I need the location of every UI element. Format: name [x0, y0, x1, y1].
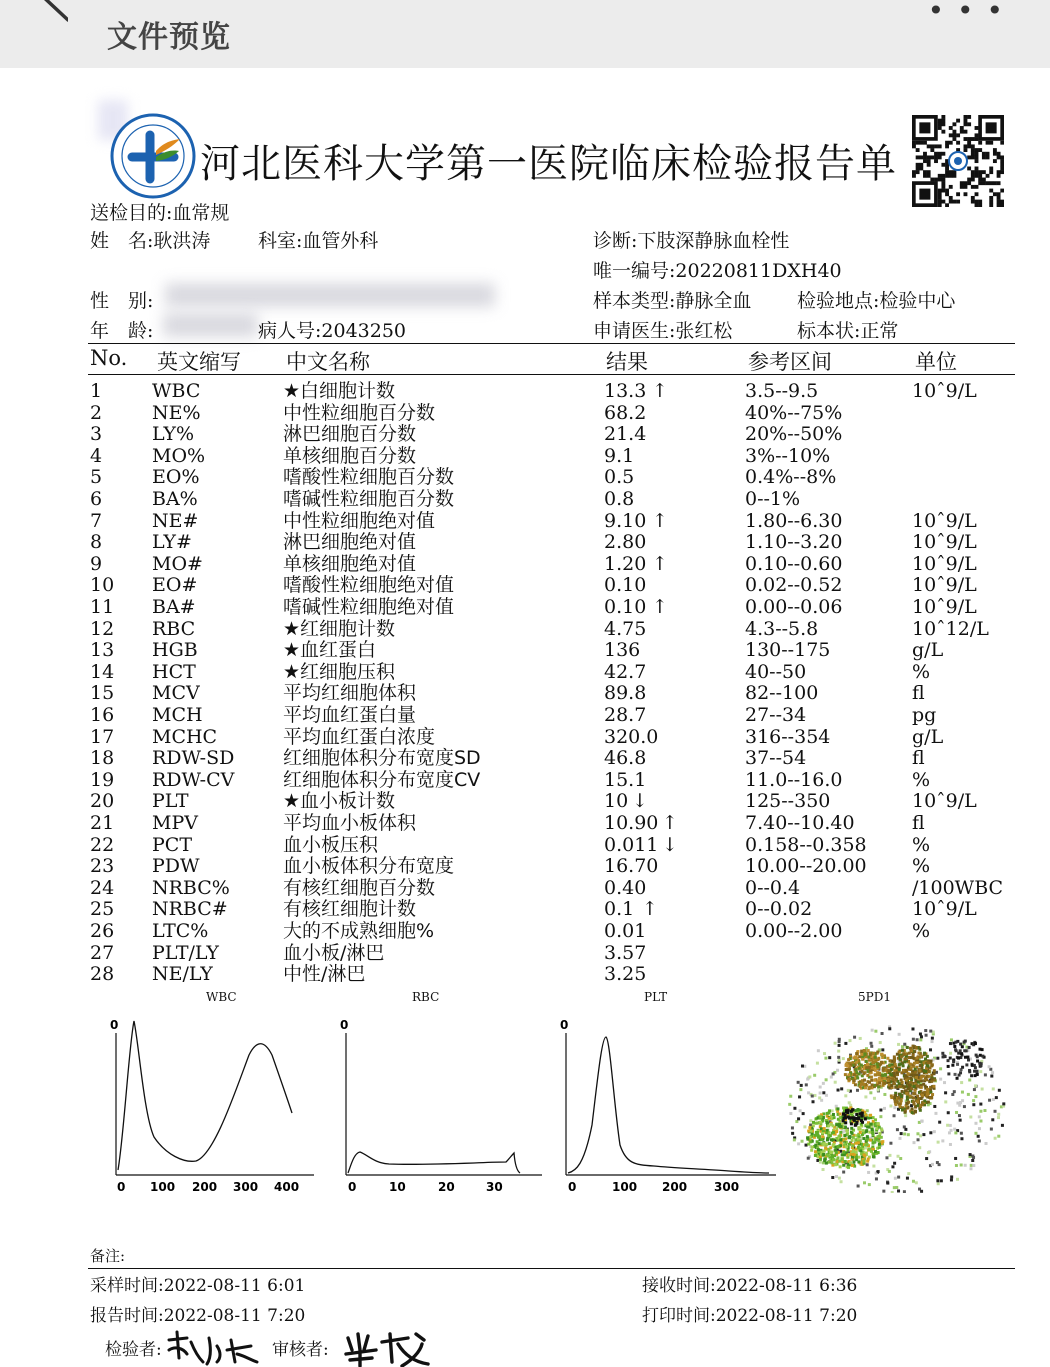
cell-no: 28: [90, 963, 115, 986]
cell-no: 4: [90, 444, 103, 467]
cell-result: 10.90: [604, 812, 659, 834]
cell-result: 42.7: [604, 660, 647, 683]
cell-range: 82--100: [745, 682, 819, 705]
cell-no: 8: [90, 531, 103, 554]
cell-unit: 10ˆ9/L: [912, 574, 977, 597]
requesting-doctor: 申请医生:张红松: [593, 320, 733, 342]
cell-name: 中性粒细胞百分数: [283, 401, 436, 424]
cell-no: 17: [90, 725, 115, 748]
cell-unit: %: [912, 768, 931, 791]
cell-abbr: NE#: [152, 509, 199, 532]
more-options-icon[interactable]: • • •: [927, 0, 1005, 27]
cell-no: 9: [90, 552, 103, 575]
cell-no: 23: [90, 855, 115, 878]
cell-unit: %: [912, 833, 931, 856]
y-tick-label: 0: [110, 1018, 119, 1032]
cell-no: 6: [90, 488, 103, 510]
redacted-blur: [163, 313, 258, 337]
cell-name: ★红细胞压积: [283, 660, 396, 683]
cell-range: 0.158--0.358: [745, 833, 867, 856]
x-tick-label: 100: [150, 1180, 176, 1194]
cell-result: 136: [604, 639, 641, 662]
cell-result: 28.7: [604, 704, 647, 726]
gender: 性 别:: [90, 290, 154, 312]
header-unit: 单位: [915, 350, 957, 374]
cell-unit: g/L: [912, 639, 944, 662]
cell-result: 1.20: [604, 552, 647, 575]
cell-range: 40%--75%: [745, 401, 843, 424]
wbc-graph-label: WBC: [206, 990, 237, 1004]
cell-name: 血小板压积: [283, 833, 379, 856]
x-tick-label: 0: [117, 1180, 126, 1194]
cell-range: 40--50: [745, 660, 807, 683]
5pd1-scatter-plot: [782, 1008, 1007, 1193]
qr-code[interactable]: [912, 115, 1004, 207]
purpose: 送检目的:血常规: [90, 202, 230, 224]
scatter-graph-label: 5PD1: [858, 990, 891, 1004]
cell-range: 10.00--20.00: [745, 855, 867, 878]
cell-unit: 10ˆ9/L: [912, 380, 977, 402]
cell-range: 11.0--16.0: [745, 768, 843, 791]
cell-result: 46.8: [604, 747, 647, 770]
cell-name: 有核红细胞计数: [283, 898, 417, 921]
cell-unit: fl: [912, 747, 925, 770]
wbc-histogram: [104, 1015, 319, 1195]
cell-result: 0.011: [604, 833, 659, 856]
cell-unit: 10ˆ9/L: [912, 790, 977, 813]
cell-result: 21.4: [604, 423, 647, 446]
cell-name: 大的不成熟细胞%: [283, 920, 435, 942]
cell-no: 12: [90, 617, 115, 640]
cell-abbr: PLT: [152, 790, 189, 813]
cell-name: ★白细胞计数: [283, 380, 396, 402]
x-tick-label: 200: [662, 1180, 688, 1194]
plt-graph-label: PLT: [644, 990, 668, 1004]
cell-abbr: PCT: [152, 833, 192, 856]
cell-range: 0.02--0.52: [745, 574, 843, 597]
header-result: 结果: [606, 350, 648, 374]
x-tick-label: 300: [714, 1180, 740, 1194]
cell-name: 平均血红蛋白量: [283, 704, 417, 726]
app-bar-title: 文件预览: [107, 20, 231, 55]
cell-name: ★红细胞计数: [283, 617, 396, 640]
cell-unit: 10ˆ9/L: [912, 552, 977, 575]
cell-range: 0.4%--8%: [745, 466, 837, 489]
cell-name: 单核细胞百分数: [283, 444, 417, 467]
specimen-state: 标本状:正常: [797, 320, 899, 342]
cell-abbr: NE%: [152, 401, 201, 424]
cell-unit: 10ˆ9/L: [912, 898, 977, 921]
cell-no: 10: [90, 574, 115, 597]
x-tick-label: 30: [486, 1180, 503, 1194]
age: 年 龄:: [90, 320, 154, 342]
cell-result: 9.1: [604, 444, 635, 467]
cell-unit: 10ˆ9/L: [912, 509, 977, 532]
back-arrow-icon[interactable]: [28, 0, 68, 22]
cell-no: 18: [90, 747, 115, 770]
cell-name: ★血红蛋白: [283, 639, 377, 662]
cell-unit: fl: [912, 682, 925, 705]
cell-result: 2.80: [604, 531, 647, 554]
cell-no: 16: [90, 704, 115, 726]
cell-result: 68.2: [604, 401, 647, 424]
cell-result: 0.8: [604, 488, 635, 510]
x-tick-label: 400: [274, 1180, 300, 1194]
receive-time: 接收时间:2022-08-11 6:36: [642, 1276, 858, 1296]
cell-unit: fl: [912, 812, 925, 834]
cell-no: 7: [90, 509, 103, 532]
y-tick-label: 0: [340, 1018, 349, 1032]
cell-range: 7.40--10.40: [745, 812, 855, 834]
cell-range: 1.80--6.30: [745, 509, 843, 532]
cell-abbr: BA%: [152, 488, 198, 510]
cell-unit: %: [912, 660, 931, 683]
test-location: 检验地点:检验中心: [797, 290, 956, 312]
x-tick-label: 0: [568, 1180, 577, 1194]
divider: [88, 374, 1015, 375]
cell-abbr: MPV: [152, 812, 198, 834]
cell-name: 嗜碱性粒细胞绝对值: [283, 596, 455, 618]
result-flag: ↑: [652, 380, 668, 402]
department: 科室:血管外科: [258, 230, 379, 252]
result-flag: ↑: [652, 596, 668, 618]
cell-unit: 10ˆ12/L: [912, 617, 989, 640]
cell-name: 淋巴细胞绝对值: [283, 531, 417, 554]
cell-abbr: LY%: [152, 423, 194, 446]
cell-unit: 10ˆ9/L: [912, 531, 977, 554]
cell-name: 有核红细胞百分数: [283, 876, 436, 899]
cell-name: 红细胞体积分布宽度SD: [283, 747, 481, 770]
cell-abbr: RDW-CV: [152, 768, 235, 791]
result-flag: ↑: [662, 812, 678, 834]
cell-no: 1: [90, 380, 103, 402]
cell-abbr: LY#: [152, 531, 192, 554]
cell-abbr: MO%: [152, 444, 206, 467]
patient-number: 病人号:2043250: [258, 320, 407, 342]
reviewer-label: 审核者:: [272, 1340, 329, 1360]
cell-result: 4.75: [604, 617, 647, 640]
divider: [88, 343, 1015, 344]
cell-result: 89.8: [604, 682, 647, 705]
cell-abbr: MCHC: [152, 725, 218, 748]
plt-histogram: [554, 1015, 779, 1195]
cell-range: 0--0.4: [745, 876, 801, 899]
cell-no: 11: [90, 596, 115, 618]
cell-unit: %: [912, 855, 931, 878]
cell-range: 27--34: [745, 704, 807, 726]
cell-range: 0--1%: [745, 488, 801, 510]
result-flag: ↑: [652, 509, 668, 532]
cell-range: 3%--10%: [745, 444, 831, 467]
cell-no: 14: [90, 660, 115, 683]
cell-abbr: EO%: [152, 466, 200, 489]
cell-name: 平均血红蛋白浓度: [283, 725, 436, 748]
cell-abbr: NRBC#: [152, 898, 228, 921]
divider: [88, 1268, 1015, 1269]
cell-abbr: MCV: [152, 682, 200, 705]
cell-unit: pg: [912, 704, 937, 726]
cell-result: 16.70: [604, 855, 659, 878]
cell-no: 21: [90, 812, 115, 834]
cell-no: 24: [90, 876, 115, 899]
cell-result: 3.57: [604, 941, 647, 964]
cell-result: 320.0: [604, 725, 659, 748]
cell-abbr: BA#: [152, 596, 196, 618]
cell-name: 血小板体积分布宽度: [283, 855, 455, 878]
cell-range: 130--175: [745, 639, 831, 662]
report-title: 河北医科大学第一医院临床检验报告单: [200, 141, 897, 187]
cell-result: 13.3: [604, 380, 647, 402]
cell-name: 平均血小板体积: [283, 812, 417, 834]
cell-unit: 10ˆ9/L: [912, 596, 977, 618]
tester-label: 检验者:: [105, 1340, 162, 1360]
app-bar: [0, 0, 1050, 68]
cell-range: 37--54: [745, 747, 807, 770]
y-tick-label: 0: [560, 1018, 569, 1032]
x-tick-label: 100: [612, 1180, 638, 1194]
cell-result: 0.40: [604, 876, 647, 899]
cell-no: 3: [90, 423, 103, 446]
cell-range: 4.3--5.8: [745, 617, 819, 640]
cell-result: 9.10: [604, 509, 647, 532]
cell-result: 0.1: [604, 898, 635, 921]
header-range: 参考区间: [748, 350, 832, 374]
cell-name: 中性粒细胞绝对值: [283, 509, 436, 532]
unique-id: 唯一编号:20220811DXH40: [593, 260, 842, 282]
cell-no: 13: [90, 639, 115, 662]
cell-range: 1.10--3.20: [745, 531, 843, 554]
cell-result: 0.01: [604, 920, 647, 942]
diagnosis: 诊断:下肢深静脉血栓性: [593, 230, 790, 252]
report-time: 报告时间:2022-08-11 7:20: [90, 1306, 306, 1326]
tester-signature: [165, 1328, 265, 1367]
cell-name: 单核细胞绝对值: [283, 552, 417, 575]
header-no: No.: [90, 346, 128, 370]
sample-type: 样本类型:静脉全血: [593, 290, 752, 312]
cell-name: 淋巴细胞百分数: [283, 423, 417, 446]
x-tick-label: 200: [192, 1180, 218, 1194]
cell-abbr: HCT: [152, 660, 196, 683]
cell-name: 红细胞体积分布宽度CV: [283, 768, 481, 791]
cell-result: 15.1: [604, 768, 647, 791]
cell-range: 0--0.02: [745, 898, 813, 921]
cell-abbr: RBC: [152, 617, 196, 640]
cell-no: 15: [90, 682, 115, 705]
cell-name: ★血小板计数: [283, 790, 396, 813]
cell-no: 27: [90, 941, 115, 964]
cell-name: 嗜酸性粒细胞绝对值: [283, 574, 455, 597]
redacted-blur: [165, 283, 495, 307]
cell-unit: %: [912, 920, 931, 942]
rbc-graph-label: RBC: [412, 990, 440, 1004]
cell-abbr: HGB: [152, 639, 198, 662]
cell-name: 中性/淋巴: [283, 963, 366, 986]
cell-result: 10: [604, 790, 629, 813]
hospital-logo: [110, 113, 196, 199]
cell-name: 嗜碱性粒细胞百分数: [283, 488, 455, 510]
cell-result: 0.10: [604, 596, 647, 618]
cell-no: 5: [90, 466, 103, 489]
sampling-time: 采样时间:2022-08-11 6:01: [90, 1276, 306, 1296]
x-tick-label: 20: [438, 1180, 455, 1194]
cell-range: 0.00--0.06: [745, 596, 843, 618]
cell-name: 平均红细胞体积: [283, 682, 417, 705]
cell-abbr: EO#: [152, 574, 198, 597]
cell-no: 25: [90, 898, 115, 921]
cell-abbr: LTC%: [152, 920, 209, 942]
cell-name: 血小板/淋巴: [283, 941, 385, 964]
reviewer-signature: [342, 1328, 442, 1367]
cell-abbr: PLT/LY: [152, 941, 219, 964]
result-flag: ↑: [652, 552, 668, 575]
cell-result: 0.5: [604, 466, 635, 489]
patient-name: 姓 名:耿洪涛: [90, 230, 211, 252]
cell-abbr: NE/LY: [152, 963, 213, 986]
result-flag: ↑: [642, 898, 658, 921]
remarks: 备注:: [90, 1247, 126, 1265]
print-time: 打印时间:2022-08-11 7:20: [642, 1306, 858, 1326]
cell-abbr: WBC: [152, 380, 201, 402]
cell-abbr: NRBC%: [152, 876, 230, 899]
cell-no: 26: [90, 920, 115, 942]
x-tick-label: 10: [389, 1180, 406, 1194]
cell-range: 0.10--0.60: [745, 552, 843, 575]
result-flag: ↓: [662, 833, 678, 856]
cell-range: 316--354: [745, 725, 831, 748]
cell-no: 22: [90, 833, 115, 856]
cell-no: 2: [90, 401, 103, 424]
cell-name: 嗜酸性粒细胞百分数: [283, 466, 455, 489]
cell-abbr: MCH: [152, 704, 203, 726]
cell-range: 0.00--2.00: [745, 920, 843, 942]
cell-range: 3.5--9.5: [745, 380, 819, 402]
rbc-histogram: [334, 1015, 544, 1195]
cell-abbr: RDW-SD: [152, 747, 235, 770]
result-flag: ↓: [632, 790, 648, 813]
cell-abbr: PDW: [152, 855, 200, 878]
cell-no: 20: [90, 790, 115, 813]
cell-unit: /100WBC: [912, 876, 1004, 899]
cell-unit: g/L: [912, 725, 944, 748]
header-name: 中文名称: [286, 350, 370, 374]
cell-result: 0.10: [604, 574, 647, 597]
cell-range: 125--350: [745, 790, 831, 813]
x-tick-label: 300: [233, 1180, 259, 1194]
header-abbr: 英文缩写: [157, 350, 241, 374]
x-tick-label: 0: [348, 1180, 357, 1194]
cell-no: 19: [90, 768, 115, 791]
cell-result: 3.25: [604, 963, 647, 986]
cell-abbr: MO#: [152, 552, 203, 575]
cell-range: 20%--50%: [745, 423, 843, 446]
